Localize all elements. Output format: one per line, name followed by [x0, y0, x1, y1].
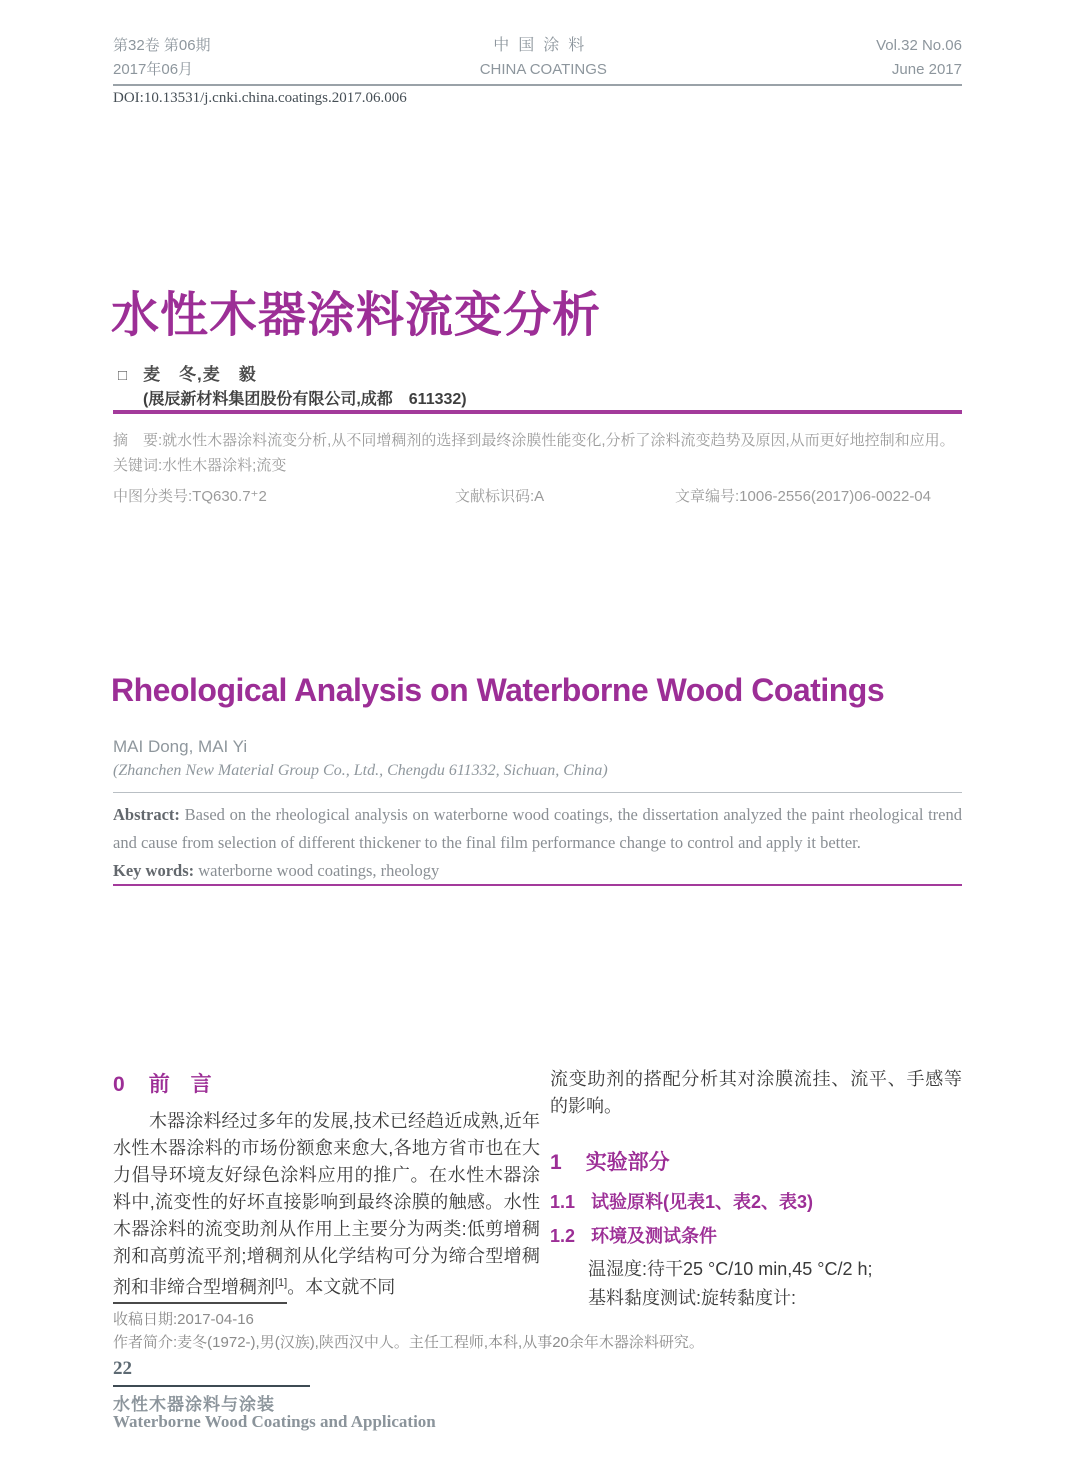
abstract-divider-rule	[113, 884, 962, 886]
journal-name-en: CHINA COATINGS	[479, 61, 607, 78]
keywords-en-label: Key words:	[113, 861, 195, 880]
title-divider-rule	[113, 410, 962, 414]
abstract-cn-text: 就水性木器涂料流变分析,从不同增稠剂的选择到最终涂膜性能变化,分析了涂料流变趋势及原因,从而更好地控制和应用。	[162, 432, 955, 449]
intro-paragraph	[113, 1108, 540, 1301]
doc-code-item	[455, 484, 675, 509]
subsection-1-2-title: 环境及测试条件	[591, 1226, 718, 1246]
section-0-title: 前 言	[148, 1073, 212, 1096]
journal-masthead	[113, 34, 962, 82]
clc-label: 中图分类号:	[113, 488, 193, 505]
author-bio-label: 作者简介:	[113, 1334, 178, 1351]
affiliation-en: (Zhanchen New Material Group Co., Ltd., Chengdu 611332, Sichuan, China)	[113, 762, 608, 779]
issue-date-en: June 2017	[891, 61, 962, 78]
author-bio-value: 麦冬(1972-),男(汉族),陕西汉中人。主任工程师,本科,从事20余年木器涂料研究。	[177, 1334, 704, 1351]
abstract-en-paragraph	[113, 801, 962, 857]
intro-paragraph-tail: 。本文就不同	[287, 1277, 396, 1297]
footer-column-title-cn: 水性木器涂料与涂装	[113, 1395, 275, 1414]
doi-line: DOI:10.13531/j.cnki.china.coatings.2017.06.006	[113, 90, 407, 106]
received-date-line	[113, 1308, 254, 1329]
section-0-number: 0	[113, 1073, 125, 1096]
affiliation-divider	[113, 792, 962, 793]
clc-item	[113, 484, 455, 509]
abstract-en-text: Based on the rheological analysis on waterborne wood coatings, the dissertation analyzed the paint rheological trend and cause from selection of different thickener to the final film performance change to control and apply it better.	[113, 805, 962, 852]
subsection-1-2-number: 1.2	[550, 1226, 576, 1246]
affiliation-cn: (展辰新材料集团股份有限公司,成都 611332)	[143, 391, 467, 408]
clc-value: TQ630.7⁺2	[192, 488, 267, 505]
citation-ref-1: [1]	[275, 1277, 288, 1289]
abstract-en-block	[113, 801, 962, 885]
masthead-issue-block	[113, 34, 211, 82]
journal-name-cn: 中国涂料	[493, 37, 594, 54]
body-column-left	[113, 1066, 540, 1314]
intro-paragraph-text: 木器涂料经过多年的发展,技术已经趋近成熟,近年水性木器涂料的市场份额愈来愈大,各地方省市也在大力倡导环境友好绿色涂料应用的推广。在水性木器涂料中,流变性的好坏直接影响到最终涂膜的触感。水性木器涂料的流变助剂从作用上主要分为两类:低剪增稠剂和高剪流平剂;增稠剂从化学结构可分为缔合型增稠剂和非缔合型增稠剂	[113, 1111, 540, 1297]
doc-code-label: 文献标识码:	[455, 488, 535, 505]
abstract-cn-block	[113, 428, 962, 509]
byline-cn	[118, 360, 257, 385]
article-no-value: 1006-2556(2017)06-0022-04	[739, 488, 931, 505]
masthead-journal-name	[480, 34, 607, 82]
body-column-right	[550, 1066, 962, 1314]
section-heading-1	[550, 1146, 962, 1176]
authors-cn: 麦 冬,麦 毅	[143, 365, 257, 384]
abstract-cn-paragraph	[113, 428, 962, 453]
section-1-title: 实验部分	[585, 1151, 670, 1174]
volume-en: Vol.32 No.06	[876, 37, 962, 54]
subsection-1-1-title: 试验原料(见表1、表2、表3)	[591, 1192, 814, 1212]
subsection-heading-1-2	[550, 1222, 962, 1248]
footnote-divider	[113, 1302, 287, 1304]
received-date-value: 2017-04-16	[177, 1311, 254, 1328]
masthead-divider	[113, 84, 962, 86]
page-number: 22	[113, 1358, 132, 1379]
abstract-en-label: Abstract:	[113, 805, 180, 824]
article-title-en: Rheological Analysis on Waterborne Wood Coatings	[111, 672, 885, 708]
keywords-cn-text: 水性木器涂料;流变	[162, 457, 287, 474]
keywords-en-text: waterborne wood coatings, rheology	[198, 861, 440, 880]
intro-continuation-paragraph: 流变助剂的搭配分析其对涂膜流挂、流平、手感等的影响。	[550, 1069, 962, 1116]
page-number-rule	[113, 1385, 310, 1387]
issue-volume-cn: 第32卷 第06期	[113, 37, 211, 54]
subsection-1-1-number: 1.1	[550, 1192, 576, 1212]
masthead-volume-block	[876, 34, 962, 82]
keywords-cn-label: 关键词:	[113, 457, 163, 474]
doc-code-value: A	[534, 488, 545, 505]
condition-line-viscosity: 基料黏度测试:旋转黏度计:	[588, 1288, 797, 1308]
received-date-label: 收稿日期:	[113, 1311, 178, 1328]
classification-row	[113, 484, 962, 509]
author-marker-square: □	[118, 367, 128, 384]
abstract-cn-label: 摘 要:	[113, 432, 163, 449]
article-no-label: 文章编号:	[675, 488, 740, 505]
footer-column-title-en: Waterborne Wood Coatings and Application	[113, 1412, 436, 1431]
article-no-item	[675, 484, 931, 509]
keywords-cn-line	[113, 453, 962, 478]
issue-date-cn: 2017年06月	[113, 61, 194, 78]
article-title-cn: 水性木器涂料流变分析	[111, 289, 602, 342]
author-bio-line	[113, 1331, 704, 1352]
keywords-en-line	[113, 857, 962, 885]
condition-line-temperature: 温湿度:待干25 °C/10 min,45 °C/2 h;	[588, 1259, 873, 1279]
subsection-heading-1-1	[550, 1188, 962, 1214]
body-columns	[113, 1066, 962, 1314]
section-heading-0	[113, 1068, 540, 1098]
authors-en: MAI Dong, MAI Yi	[113, 737, 248, 756]
section-1-number: 1	[550, 1151, 562, 1174]
